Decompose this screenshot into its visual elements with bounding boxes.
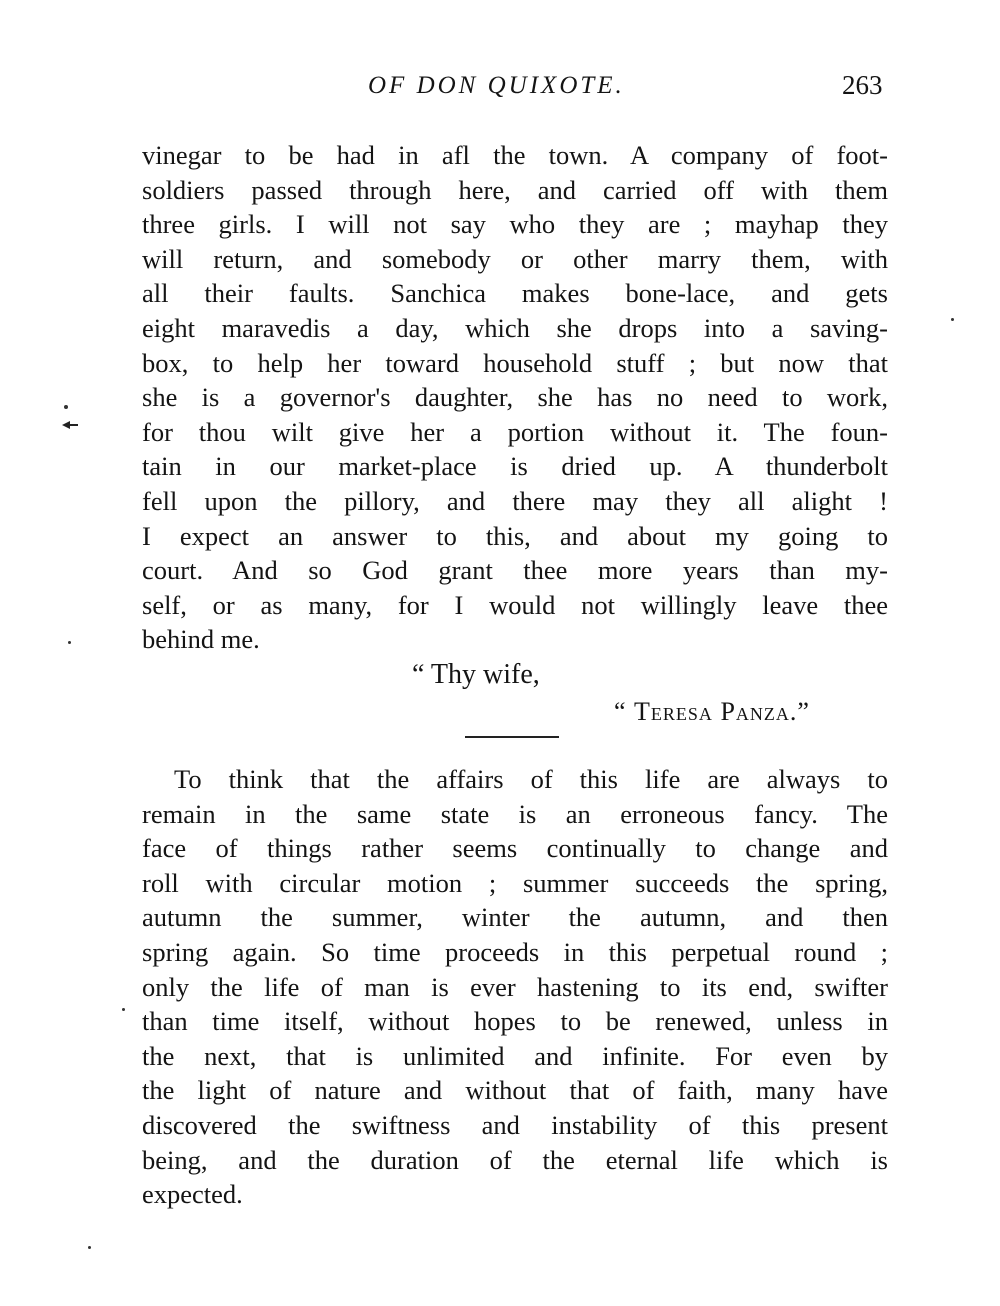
text-line: three girls. I will not say who they are ; mayhap they	[142, 209, 888, 240]
paragraph-reflection	[142, 762, 888, 1212]
text-line: remain in the same state is an erroneous fancy. The	[142, 798, 888, 829]
text-line: behind me.	[142, 624, 260, 655]
scan-speck	[951, 318, 954, 321]
margin-arrow-mark	[62, 420, 78, 430]
text-line: I expect an answer to this, and about my going to	[142, 520, 888, 551]
paragraph-letter-body	[142, 138, 888, 657]
text-line: autumn the summer, winter the autumn, and then	[142, 902, 888, 933]
page-header	[0, 72, 1000, 112]
scan-speck	[88, 1246, 91, 1249]
text-line: court. And so God grant thee more years than my-	[142, 555, 888, 586]
signature-close-quote: .”	[789, 697, 810, 726]
text-line: fell upon the pillory, and there may they all alight !	[142, 485, 888, 516]
text-line: face of things rather seems continually to change and	[142, 833, 888, 864]
text-line: only the life of man is ever hastening to its end, swifter	[142, 971, 888, 1002]
text-line: To think that the affairs of this life are always to	[174, 764, 888, 794]
text-line: box, to help her toward household stuff ; but now that	[142, 347, 888, 378]
text-line: the light of nature and without that of faith, many have	[142, 1075, 888, 1106]
text-line: spring again. So time proceeds in this perpetual round ;	[142, 936, 888, 967]
text-line: being, and the duration of the eternal life which is	[142, 1144, 888, 1175]
text-line: for thou wilt give her a portion without it. The foun-	[142, 416, 888, 447]
text-line: the next, that is unlimited and infinite. For even by	[142, 1040, 888, 1071]
scan-speck	[64, 405, 68, 409]
signature-open-quote: “	[614, 697, 635, 726]
text-line: she is a governor's daughter, she has no need to work,	[142, 382, 888, 413]
text-line: eight maravedis a day, which she drops into a saving-	[142, 312, 888, 343]
text-line: discovered the swiftness and instability of this present	[142, 1109, 888, 1140]
text-line: all their faults. Sanchica makes bone-lace, and gets	[142, 278, 888, 309]
text-line: expected.	[142, 1179, 243, 1210]
running-head: OF DON QUIXOTE.	[368, 72, 625, 99]
letter-salutation: “ Thy wife,	[412, 659, 540, 690]
signature-first-name: Teresa	[634, 697, 713, 726]
text-line: than time itself, without hopes to be renewed, unless in	[142, 1006, 888, 1037]
scan-speck	[68, 641, 71, 644]
letter-signature	[614, 697, 810, 727]
text-line: tain in our market-place is dried up. A thunderbolt	[142, 451, 888, 482]
text-line: soldiers passed through here, and carried off with them	[142, 174, 888, 205]
page-number: 263	[842, 70, 883, 100]
section-divider	[465, 736, 559, 738]
scan-speck	[122, 1008, 125, 1011]
signature-last-name: Panza	[720, 697, 790, 726]
text-line: will return, and somebody or other marry them, with	[142, 243, 888, 274]
text-line: self, or as many, for I would not willingly leave thee	[142, 589, 888, 620]
text-line: vinegar to be had in afl the town. A company of foot-	[142, 140, 888, 170]
text-line: roll with circular motion ; summer succeeds the spring,	[142, 867, 888, 898]
